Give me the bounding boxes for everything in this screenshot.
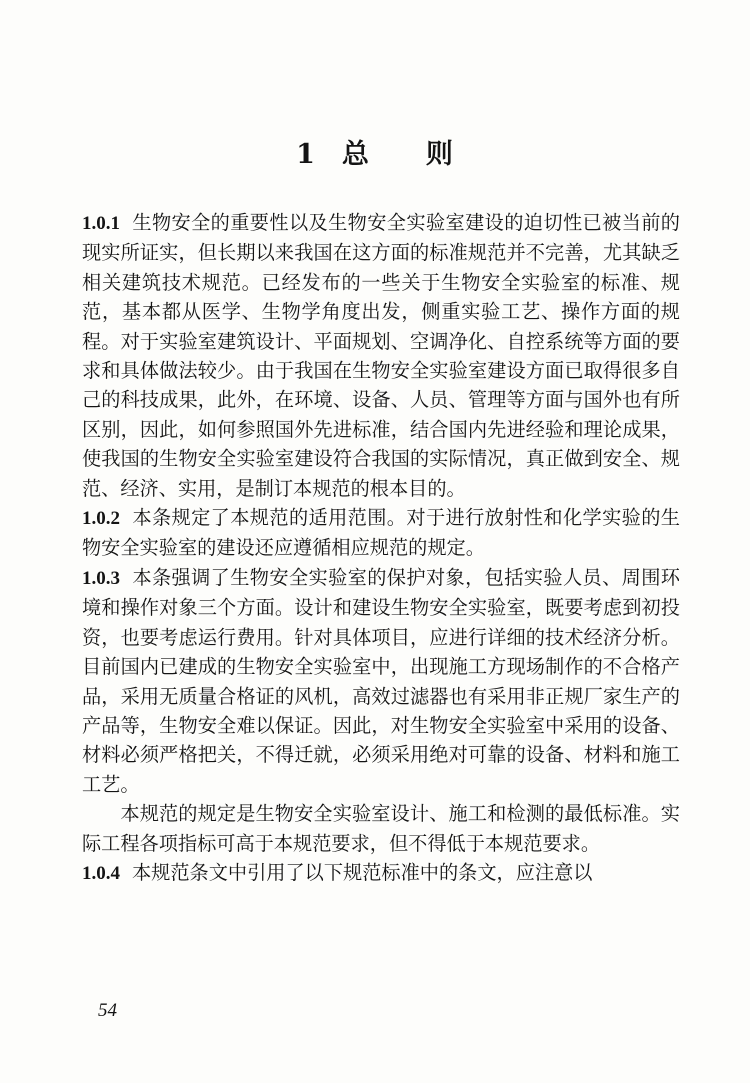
chapter-number: 1	[296, 139, 316, 170]
chapter-title-char-1: 总	[341, 139, 370, 170]
clause-1-0-3-paragraph-2: 本规范的规定是生物安全实验室设计、施工和检测的最低标准。实际工程各项指标可高于本规范要求，但不得低于本规范要求。	[82, 802, 680, 855]
clause-text: 本条规定了本规范的适用范围。对于进行放射性和化学实验的生物安全实验室的建设还应遵循相应规范的规定。	[82, 506, 680, 560]
chapter-title-char-2: 则	[425, 139, 454, 170]
clause-text: 本规范条文中引用了以下规范标准中的条文，应注意以	[132, 860, 593, 884]
clause-number: 1.0.2	[82, 508, 120, 530]
clause-text: 本条强调了生物安全实验室的保护对象，包括实验人员、周围环境和操作对象三个方面。设计和建设生物安全实验室，既要考虑到初投资，也要考虑运行费用。针对具体项目，应进行详细的技术经济分析。目前国内已建成的生物安全实验室中，出现施工方现场制作的不合格产品，采用无质量合格证的风机，高效过滤器也有采用非正规厂家生产的产品等，生物安全难以保证。因此，对生物安全实验室中采用的设备、材料必须严格把关，不得迁就，必须采用绝对可靠的设备、材料和施工工艺。	[82, 565, 680, 796]
clause-1-0-2	[82, 503, 680, 563]
clause-1-0-1	[82, 208, 680, 503]
clause-number: 1.0.3	[82, 567, 120, 589]
clause-number: 1.0.4	[82, 862, 120, 884]
clause-1-0-3	[82, 563, 680, 799]
chapter-body	[82, 208, 680, 888]
clause-number: 1.0.1	[82, 213, 120, 234]
page-number: 54	[98, 1000, 117, 1021]
clause-text: 生物安全的重要性以及生物安全实验室建设的迫切性已被当前的现实所证实，但长期以来我国在这方面的标准规范并不完善，尤其缺乏相关建筑技术规范。已经发布的一些关于生物安全实验室的标准、规范，基本都从医学、生物学角度出发，侧重实验工艺、操作方面的规程。对于实验室建筑设计、平面规划、空调净化、自控系统等方面的要求和具体做法较少。由于我国在生物安全实验室建设方面已取得很多自己的科技成果，此外，在环境、设备、人员、管理等方面与国外也有所区别，因此，如何参照国外先进标准，结合国内先进经验和理论成果，使我国的生物安全实验室建设符合我国的实际情况，真正做到安全、规范、经济、实用，是制订本规范的根本目的。	[82, 211, 680, 500]
clause-1-0-4	[82, 858, 680, 888]
chapter-title	[0, 132, 750, 171]
